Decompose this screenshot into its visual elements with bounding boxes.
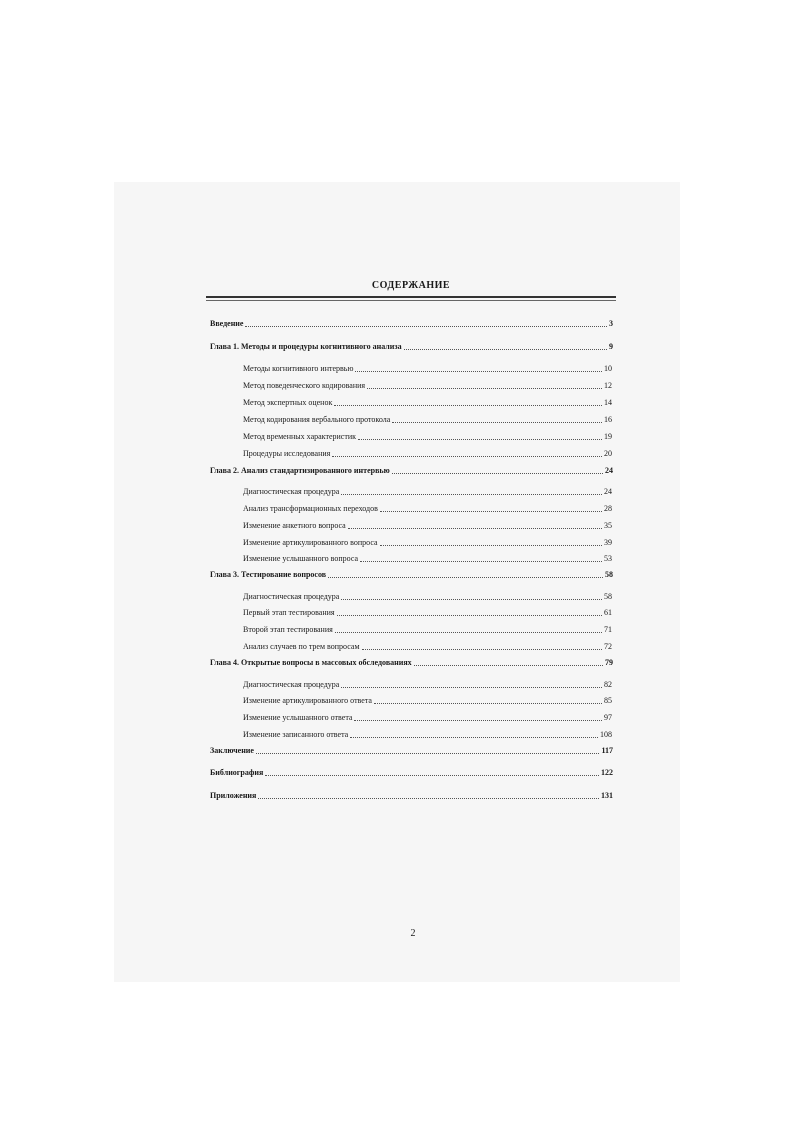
entry-title: Диагностическая процедура xyxy=(243,680,340,689)
dot-leader xyxy=(392,465,603,474)
dot-leader xyxy=(256,745,599,754)
entry-title: Первый этап тестирования xyxy=(243,608,335,617)
dot-leader xyxy=(350,729,598,738)
entry-title: Введение xyxy=(210,319,244,328)
entry-title: Заключение xyxy=(210,746,254,755)
dot-leader xyxy=(258,790,599,799)
entry-page-number: 20 xyxy=(604,449,612,458)
entry-page-number: 58 xyxy=(605,570,613,579)
toc-section-entry xyxy=(243,712,612,724)
entry-page-number: 61 xyxy=(604,608,612,617)
entry-title: Метод кодирования вербального протокола xyxy=(243,415,391,424)
entry-title: Метод временных характеристик xyxy=(243,432,356,441)
page-number: 2 xyxy=(410,928,416,939)
toc-chapter-entry xyxy=(210,790,613,802)
dot-leader xyxy=(414,657,603,666)
entry-title: Изменение артикулированного вопроса xyxy=(243,538,378,547)
entry-title: Изменение артикулированного ответа xyxy=(243,696,372,705)
entry-title: Анализ трансформационных переходов xyxy=(243,504,378,513)
dot-leader xyxy=(265,767,599,776)
dot-leader xyxy=(360,553,602,562)
toc-section-entry xyxy=(243,553,612,565)
dot-leader xyxy=(337,607,602,616)
dot-leader xyxy=(245,318,607,327)
entry-title: Метод поведенческого кодирования xyxy=(243,381,366,390)
dot-leader xyxy=(380,503,602,512)
dot-leader xyxy=(367,380,602,389)
dot-leader xyxy=(374,695,602,704)
entry-page-number: 24 xyxy=(604,487,612,496)
entry-title: Изменение услышанного вопроса xyxy=(243,554,359,563)
entry-page-number: 79 xyxy=(605,658,613,667)
entry-page-number: 9 xyxy=(609,342,613,351)
entry-title: Изменение анкетного вопроса xyxy=(243,521,346,530)
entry-page-number: 53 xyxy=(604,554,612,563)
entry-title: Анализ случаев по трем вопросам xyxy=(243,642,360,651)
toc-section-entry xyxy=(243,624,612,636)
toc-section-entry xyxy=(243,591,612,603)
entry-page-number: 72 xyxy=(604,642,612,651)
dot-leader xyxy=(355,363,602,372)
entry-title: Глава 4. Открытые вопросы в массовых обследованиях xyxy=(210,658,412,667)
entry-title: Процедуры исследования xyxy=(243,449,331,458)
toc-section-entry xyxy=(243,414,612,426)
toc-section-entry xyxy=(243,486,612,498)
entry-page-number: 58 xyxy=(604,592,612,601)
entry-title: Приложения xyxy=(210,791,257,800)
entry-page-number: 3 xyxy=(609,319,613,328)
entry-page-number: 97 xyxy=(604,713,612,722)
entry-page-number: 24 xyxy=(605,466,613,475)
dot-leader xyxy=(358,431,602,440)
toc-section-entry xyxy=(243,431,612,443)
entry-page-number: 14 xyxy=(604,398,612,407)
dot-leader xyxy=(328,569,603,578)
toc-title: СОДЕРЖАНИЕ xyxy=(371,280,451,291)
entry-page-number: 82 xyxy=(604,680,612,689)
entry-page-number: 122 xyxy=(601,768,613,777)
entry-title: Диагностическая процедура xyxy=(243,592,340,601)
entry-title: Диагностическая процедура xyxy=(243,487,340,496)
toc-section-entry xyxy=(243,695,612,707)
toc-section-entry xyxy=(243,503,612,515)
entry-page-number: 19 xyxy=(604,432,612,441)
entry-title: Метод экспертных оценок xyxy=(243,398,333,407)
toc-section-entry xyxy=(243,520,612,532)
entry-title: Методы когнитивного интервью xyxy=(243,364,354,373)
toc-section-entry xyxy=(243,641,612,653)
entry-page-number: 35 xyxy=(604,521,612,530)
dot-leader xyxy=(341,486,602,495)
entry-title: Глава 3. Тестирование вопросов xyxy=(210,570,327,579)
entry-page-number: 108 xyxy=(600,730,612,739)
dot-leader xyxy=(362,641,602,650)
entry-title: Глава 1. Методы и процедуры когнитивного анализа xyxy=(210,342,402,351)
dot-leader xyxy=(332,448,602,457)
entry-page-number: 16 xyxy=(604,415,612,424)
dot-leader xyxy=(380,537,602,546)
toc-section-entry xyxy=(243,397,612,409)
toc-section-entry xyxy=(243,679,612,691)
entry-title: Второй этап тестирования xyxy=(243,625,333,634)
dot-leader xyxy=(354,712,602,721)
toc-chapter-entry xyxy=(210,657,613,669)
toc-section-entry xyxy=(243,380,612,392)
entry-page-number: 10 xyxy=(604,364,612,373)
toc-section-entry xyxy=(243,607,612,619)
entry-page-number: 12 xyxy=(604,381,612,390)
toc-chapter-entry xyxy=(210,767,613,779)
toc-chapter-entry xyxy=(210,341,613,353)
toc-chapter-entry xyxy=(210,318,613,330)
title-rule xyxy=(206,296,616,301)
toc-section-entry xyxy=(243,448,612,460)
entry-page-number: 85 xyxy=(604,696,612,705)
dot-leader xyxy=(404,341,607,350)
dot-leader xyxy=(348,520,602,529)
entry-title: Глава 2. Анализ стандартизированного интервью xyxy=(210,466,390,475)
scanned-page xyxy=(114,182,680,982)
toc-section-entry xyxy=(243,537,612,549)
entry-page-number: 39 xyxy=(604,538,612,547)
toc-chapter-entry xyxy=(210,745,613,757)
dot-leader xyxy=(335,624,602,633)
entry-page-number: 131 xyxy=(601,791,613,800)
toc-section-entry xyxy=(243,729,612,741)
entry-title: Изменение записанного ответа xyxy=(243,730,349,739)
dot-leader xyxy=(341,679,602,688)
dot-leader xyxy=(334,397,602,406)
entry-title: Изменение услышанного ответа xyxy=(243,713,353,722)
toc-chapter-entry xyxy=(210,569,613,581)
entry-title: Библиография xyxy=(210,768,264,777)
toc-chapter-entry xyxy=(210,465,613,477)
toc-section-entry xyxy=(243,363,612,375)
entry-page-number: 117 xyxy=(601,746,613,755)
dot-leader xyxy=(341,591,602,600)
dot-leader xyxy=(392,414,602,423)
entry-page-number: 71 xyxy=(604,625,612,634)
entry-page-number: 28 xyxy=(604,504,612,513)
